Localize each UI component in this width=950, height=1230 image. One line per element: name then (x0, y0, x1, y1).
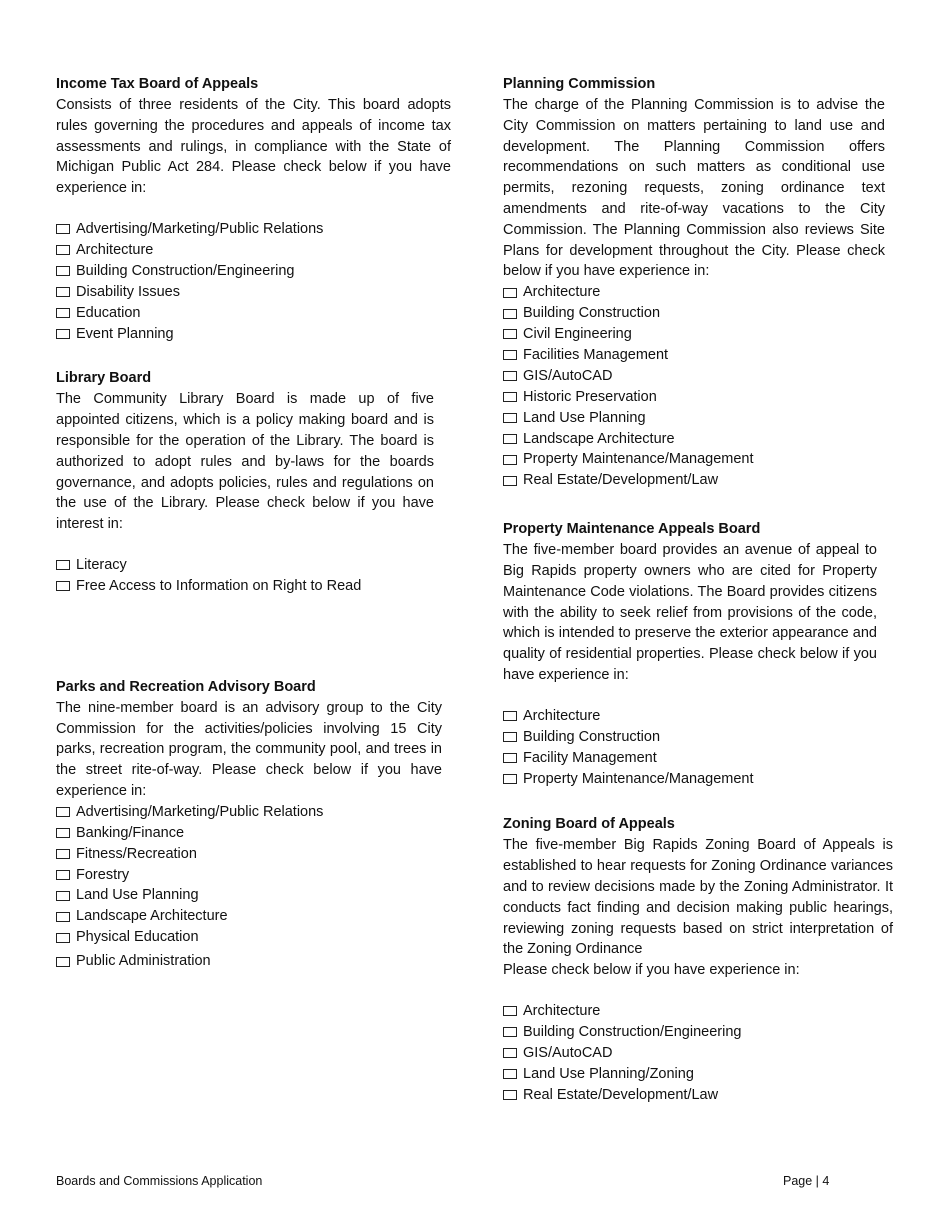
checkbox-option[interactable] (56, 303, 451, 324)
property-maintenance-section (503, 519, 895, 789)
section-description: The Community Library Board is made up of five appointed citizens, which is a policy making board and is responsible for the operation of the Library. The board is authorized to adopt rules and by-laws for the boards governance, and adopts policies, rules and regulations on the use of the Library. Please check below if you have interest in: (56, 391, 434, 533)
checkbox-icon[interactable] (503, 455, 517, 465)
checkbox-option[interactable] (503, 706, 895, 727)
checkbox-option[interactable] (503, 408, 895, 429)
checkbox-option[interactable] (56, 865, 451, 886)
checkbox-icon[interactable] (503, 1069, 517, 1079)
section-title: Planning Commission (503, 76, 656, 92)
checkbox-icon[interactable] (56, 933, 70, 943)
option-label: Fitness/Recreation (76, 845, 197, 862)
checkbox-option[interactable] (56, 927, 451, 948)
section-description: The charge of the Planning Commission is to advise the City Commission on matters pertaining to land use and development. The Planning Commission offers recommendations on such matters as conditional use permits, rezoning requests, zoning ordinance text amendments and rite-of-way vacations to the City Commission. The Planning Commission also reviews Site Plans for development throughout the City. Please check below if you have experience in: (503, 97, 885, 280)
checkbox-option[interactable] (56, 844, 451, 865)
checkbox-option[interactable] (56, 219, 451, 240)
checkbox-option[interactable] (56, 576, 451, 597)
section-description: The nine-member board is an advisory group to the City Commission for the activities/policies involving 15 City parks, recreation program, the community pool, and trees in the street rite-of-way. Please check below if you have experience in: (56, 699, 442, 799)
checkbox-option[interactable] (503, 387, 895, 408)
checkbox-icon[interactable] (56, 308, 70, 318)
checkbox-option[interactable] (56, 951, 451, 972)
option-label: GIS/AutoCAD (523, 1044, 613, 1061)
checkbox-icon[interactable] (56, 828, 70, 838)
checkbox-icon[interactable] (503, 413, 517, 423)
option-label: Banking/Finance (76, 824, 185, 841)
option-label: Advertising/Marketing/Public Relations (76, 803, 324, 820)
checkbox-icon[interactable] (56, 807, 70, 817)
option-label: Land Use Planning/Zoning (523, 1065, 694, 1082)
checkbox-option[interactable] (503, 324, 895, 345)
checkbox-option[interactable] (503, 1022, 895, 1043)
checkbox-icon[interactable] (503, 1048, 517, 1058)
checkbox-icon[interactable] (503, 774, 517, 784)
checkbox-option[interactable] (503, 282, 895, 303)
checkbox-option[interactable] (503, 449, 895, 470)
checkbox-icon[interactable] (56, 581, 70, 591)
checkbox-option[interactable] (503, 1043, 895, 1064)
checkbox-option[interactable] (503, 769, 895, 790)
checkbox-option[interactable] (503, 303, 895, 324)
right-column (503, 74, 895, 1106)
section-description: The five-member board provides an avenue of appeal to Big Rapids property owners who are cited for Property Maintenance Code violations. The Board provides citizens with the ability to seek relief from provisions of the code, which is intended to preserve the exterior appearance and quality of residential properties. Please check below if you have experience in: (503, 542, 877, 684)
option-label: Free Access to Information on Right to Read (76, 577, 362, 594)
option-label: Disability Issues (76, 283, 180, 300)
checkbox-icon[interactable] (56, 912, 70, 922)
checkbox-icon[interactable] (56, 245, 70, 255)
option-label: Architecture (76, 241, 154, 258)
section-title: Property Maintenance Appeals Board (503, 521, 761, 538)
option-label: Property Maintenance/Management (523, 770, 754, 787)
option-label: Land Use Planning (523, 409, 646, 426)
option-label: Landscape Architecture (523, 430, 675, 447)
checkbox-icon[interactable] (503, 434, 517, 444)
checkbox-icon[interactable] (503, 1090, 517, 1100)
checkbox-icon[interactable] (56, 891, 70, 901)
checkbox-icon[interactable] (503, 329, 517, 339)
planning-commission-section (503, 74, 895, 491)
footer-document-title: Boards and Commissions Application (56, 1174, 263, 1188)
option-label: Event Planning (76, 325, 174, 342)
option-label: Architecture (523, 1003, 601, 1020)
section-title: Income Tax Board of Appeals (56, 76, 259, 92)
checkbox-option[interactable] (56, 823, 451, 844)
option-label: GIS/AutoCAD (523, 367, 613, 384)
option-label: Building Construction/Engineering (76, 262, 295, 279)
option-label: Landscape Architecture (76, 908, 228, 925)
checkbox-option[interactable] (56, 324, 451, 345)
checkbox-icon[interactable] (503, 350, 517, 360)
checkbox-option[interactable] (503, 429, 895, 450)
checkbox-option[interactable] (56, 282, 451, 303)
section-description: Consists of three residents of the City. This board adopts rules governing the procedures and appeals of income tax assessments and rulings, in compliance with the State of Michigan Public Act 284. Please check below if you have experience in: (56, 97, 451, 197)
checkbox-list (503, 1001, 895, 1106)
checkbox-option[interactable] (56, 885, 451, 906)
checkbox-option[interactable] (503, 470, 895, 491)
option-label: Architecture (523, 284, 601, 301)
checkbox-icon[interactable] (56, 224, 70, 234)
option-label: Building Construction (523, 305, 661, 322)
section-prompt: Please check below if you have experience in: (503, 962, 800, 979)
option-label: Forestry (76, 866, 130, 883)
checkbox-icon[interactable] (56, 287, 70, 297)
option-label: Facilities Management (523, 346, 669, 363)
checkbox-option[interactable] (56, 802, 451, 823)
checkbox-icon[interactable] (56, 560, 70, 570)
checkbox-option[interactable] (503, 345, 895, 366)
checkbox-list (56, 555, 451, 597)
option-label: Real Estate/Development/Law (523, 472, 719, 489)
checkbox-icon[interactable] (503, 288, 517, 298)
checkbox-option[interactable] (503, 1001, 895, 1022)
checkbox-icon[interactable] (56, 329, 70, 339)
option-label: Public Administration (76, 953, 211, 970)
income-tax-section (56, 74, 451, 344)
section-title: Zoning Board of Appeals (503, 816, 675, 833)
checkbox-list (56, 802, 451, 972)
option-label: Real Estate/Development/Law (523, 1086, 719, 1103)
option-label: Facility Management (523, 749, 657, 766)
option-label: Advertising/Marketing/Public Relations (76, 220, 324, 237)
checkbox-icon[interactable] (56, 957, 70, 967)
checkbox-option[interactable] (56, 906, 451, 927)
checkbox-icon[interactable] (56, 266, 70, 276)
checkbox-icon[interactable] (56, 849, 70, 859)
checkbox-option[interactable] (503, 1064, 895, 1085)
checkbox-list (503, 706, 895, 790)
checkbox-option[interactable] (56, 261, 451, 282)
checkbox-option[interactable] (503, 748, 895, 769)
checkbox-icon[interactable] (503, 1027, 517, 1037)
left-column (56, 74, 451, 972)
checkbox-icon[interactable] (503, 1006, 517, 1016)
option-label: Literacy (76, 557, 127, 573)
option-label: Education (76, 304, 141, 321)
checkbox-icon[interactable] (503, 711, 517, 721)
option-label: Property Maintenance/Management (523, 451, 754, 468)
checkbox-option[interactable] (503, 366, 895, 387)
checkbox-icon[interactable] (503, 732, 517, 742)
checkbox-list (56, 219, 451, 344)
option-label: Physical Education (76, 929, 199, 946)
checkbox-option[interactable] (56, 240, 451, 261)
checkbox-icon[interactable] (56, 870, 70, 880)
checkbox-option[interactable] (503, 1085, 895, 1106)
checkbox-icon[interactable] (503, 309, 517, 319)
section-title: Parks and Recreation Advisory Board (56, 678, 316, 695)
checkbox-option[interactable] (503, 727, 895, 748)
section-title: Library Board (56, 370, 152, 387)
option-label: Building Construction/Engineering (523, 1023, 742, 1040)
section-description: The five-member Big Rapids Zoning Board of Appeals is established to hear requests for Zoning Ordinance variances and to review decisions made by the Zoning Administrator. It conducts fact finding and decision making public hearings, reviewing zoning requests based on strict interpretation of the Zoning Ordinance (503, 837, 893, 958)
footer-page-number: Page | 4 (783, 1174, 830, 1188)
option-label: Building Construction (523, 728, 661, 745)
library-board-section (56, 368, 451, 596)
checkbox-option[interactable] (56, 555, 451, 576)
option-label: Land Use Planning (76, 887, 199, 904)
checkbox-icon[interactable] (503, 476, 517, 486)
checkbox-icon[interactable] (503, 753, 517, 763)
checkbox-icon[interactable] (503, 392, 517, 402)
option-label: Historic Preservation (523, 388, 657, 405)
parks-recreation-section (56, 677, 451, 972)
zoning-board-section (503, 814, 895, 1105)
option-label: Civil Engineering (523, 325, 632, 342)
checkbox-icon[interactable] (503, 371, 517, 381)
option-label: Architecture (523, 707, 601, 724)
checkbox-list (503, 282, 895, 491)
